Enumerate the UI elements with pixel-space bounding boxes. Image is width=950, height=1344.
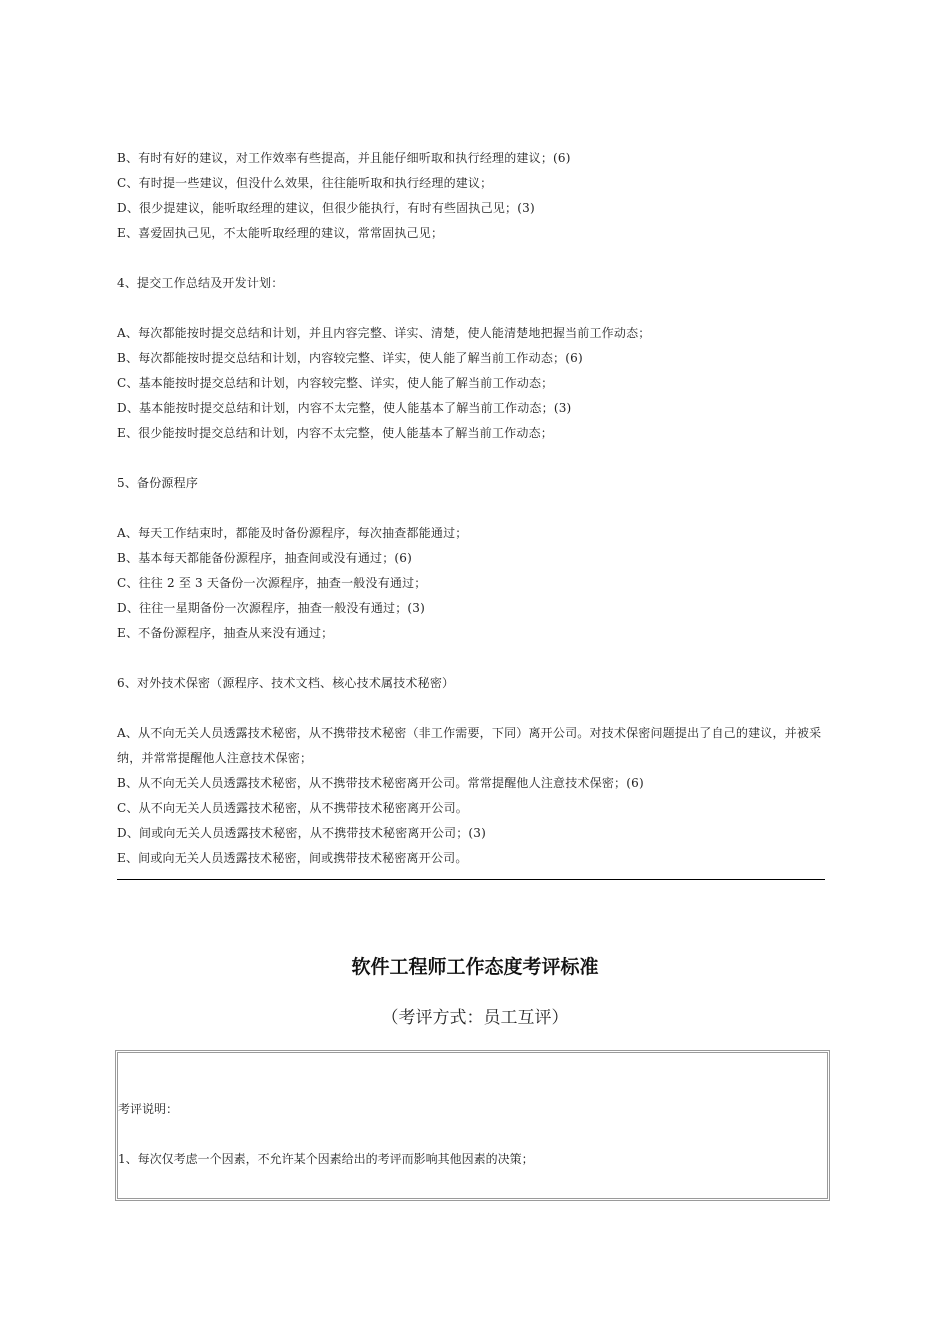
q6-option-a: A、从不向无关人员透露技术秘密，从不携带技术秘密（非工作需要，下同）离开公司。对技术保密问题提出了自己的建议，并被采纳，并常常提醒他人注意技术保密； [117, 726, 822, 765]
q5-option-c: C、往往 2 至 3 天备份一次源程序，抽查一般没有通过； [117, 576, 427, 590]
q5-option-e: E、不备份源程序，抽查从来没有通过； [117, 626, 334, 640]
q3-option-e: E、喜爱固执己见，不太能听取经理的建议，常常固执己见； [117, 226, 444, 240]
notes-item-1: 1、每次仅考虑一个因素，不允许某个因素给出的考评而影响其他因素的决策； [118, 1152, 534, 1166]
spacer [117, 496, 832, 521]
spacer [118, 1122, 534, 1147]
section-title: 软件工程师工作态度考评标准 [351, 956, 599, 978]
q3-option-c: C、有时提一些建议，但没什么效果，往往能听取和执行经理的建议； [117, 176, 493, 190]
q6-option-c: C、从不向无关人员透露技术秘密，从不携带技术秘密离开公司。 [117, 801, 468, 815]
q6-option-b: B、从不向无关人员透露技术秘密，从不携带技术秘密离开公司。常常提醒他人注意技术保密；(6) [117, 776, 644, 790]
q5-option-a: A、每天工作结束时，都能及时备份源程序，每次抽查都能通过； [117, 526, 468, 540]
q3-option-b: B、有时有好的建议，对工作效率有些提高，并且能仔细听取和执行经理的建议；(6) [117, 151, 571, 165]
q5-heading: 5、备份源程序 [117, 476, 199, 490]
spacer [117, 646, 832, 671]
spacer [117, 446, 832, 471]
q6-option-d: D、间或向无关人员透露技术秘密，从不携带技术秘密离开公司；(3) [117, 826, 487, 840]
spacer [117, 296, 832, 321]
q5-option-d: D、往往一星期备份一次源程序，抽查一般没有通过；(3) [117, 601, 426, 615]
evaluation-notes [118, 1097, 534, 1172]
q4-heading: 4、提交工作总结及开发计划： [117, 276, 284, 290]
notes-label: 考评说明： [118, 1102, 179, 1116]
q6-heading: 6、对外技术保密（源程序、技术文档、核心技术属技术秘密） [117, 676, 455, 690]
evaluation-criteria-text [117, 146, 832, 871]
spacer [117, 696, 832, 721]
q4-option-d: D、基本能按时提交总结和计划，内容不太完整，使人能基本了解当前工作动态；(3) [117, 401, 572, 415]
section-subtitle: （考评方式：员工互评） [381, 1008, 569, 1028]
q5-option-b: B、基本每天都能备份源程序，抽查间或没有通过；(6) [117, 551, 413, 565]
section-divider [117, 879, 825, 880]
evaluation-notes-box [115, 1050, 830, 1201]
q4-option-e: E、很少能按时提交总结和计划，内容不太完整，使人能基本了解当前工作动态； [117, 426, 553, 440]
spacer [117, 246, 832, 271]
q4-option-b: B、每次都能按时提交总结和计划，内容较完整、详实，使人能了解当前工作动态；(6) [117, 351, 583, 365]
q6-option-e: E、间或向无关人员透露技术秘密，间或携带技术秘密离开公司。 [117, 851, 468, 865]
q4-option-c: C、基本能按时提交总结和计划，内容较完整、详实，使人能了解当前工作动态； [117, 376, 554, 390]
q4-option-a: A、每次都能按时提交总结和计划，并且内容完整、详实、清楚，使人能清楚地把握当前工作动态； [117, 326, 651, 340]
q3-option-d: D、很少提建议，能听取经理的建议，但很少能执行，有时有些固执己见；(3) [117, 201, 535, 215]
